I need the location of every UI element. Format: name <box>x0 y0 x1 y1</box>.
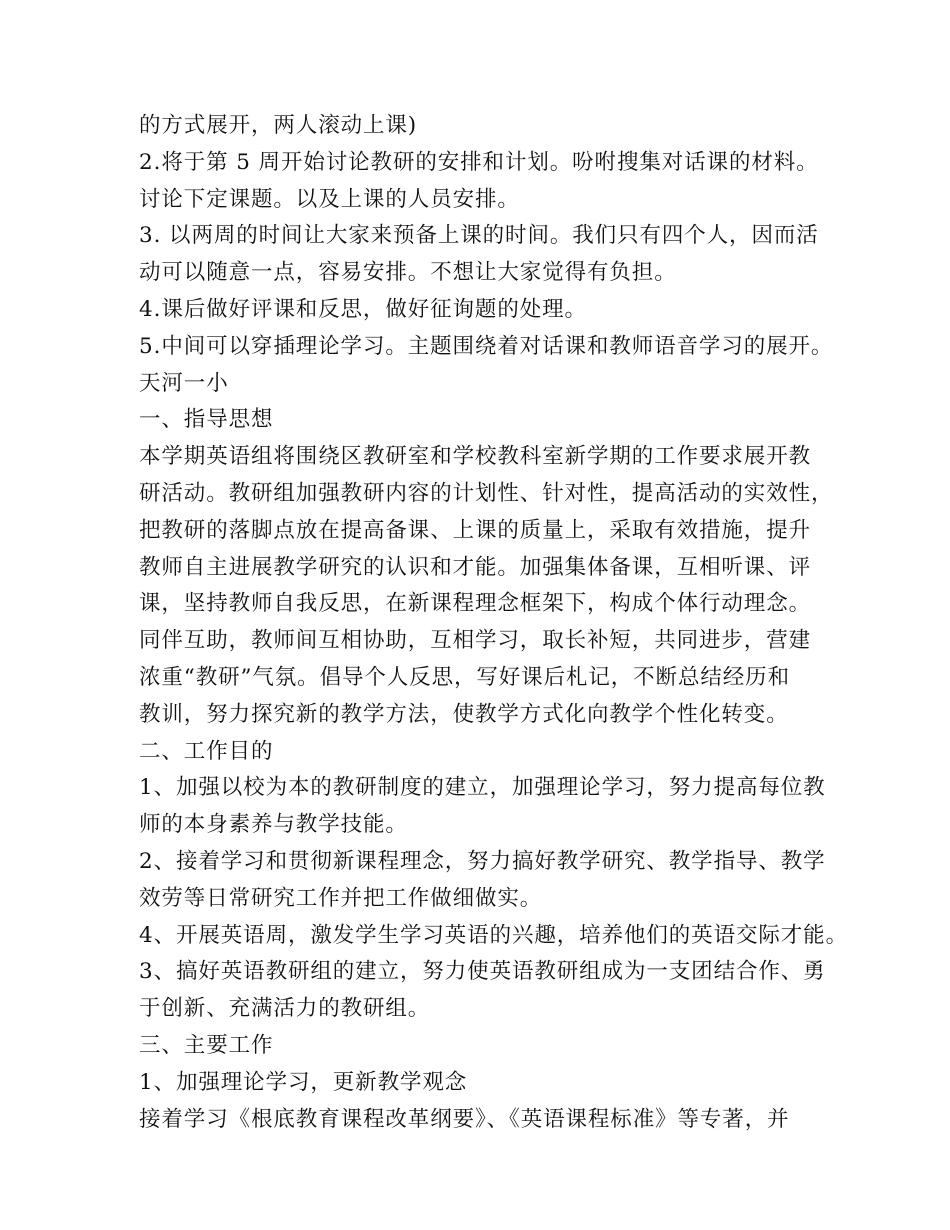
text-line: 接着学习《根底教育课程改革纲要》、《英语课程标准》等专著，并 <box>139 1106 790 1132</box>
text-line: 4、开展英语周，激发学生学习英语的兴趣，培养他们的英语交际才能。 <box>139 922 848 948</box>
school-name: 天河一小 <box>139 370 229 396</box>
document-body <box>139 108 848 1138</box>
text-line: 把教研的落脚点放在提高备课、上课的质量上，采取有效措施，提升 <box>139 517 812 543</box>
text-line: 2、接着学习和贯彻新课程理念，努力搞好教学研究、教学指导、教学 <box>139 848 826 874</box>
text-line: 教师自主进展教学研究的认识和才能。加强集体备课，互相听课、评 <box>139 554 812 580</box>
text-line: 浓重“教研”气氛。倡导个人反思，写好课后札记，不断总结经历和 <box>139 664 790 690</box>
section-heading: 二、工作目的 <box>139 738 274 764</box>
text-line: 于创新、充满活力的教研组。 <box>139 996 431 1022</box>
text-line: 本学期英语组将围绕区教研室和学校教科室新学期的工作要求展开教 <box>139 444 812 470</box>
text-line: 师的本身素养与教学技能。 <box>139 812 408 838</box>
text-line: 讨论下定课题。以及上课的人员安排。 <box>139 186 520 212</box>
text-line: 3、搞好英语教研组的建立，努力使英语教研组成为一支团结合作、勇 <box>139 959 826 985</box>
text-line: 同伴互助，教师间互相协助，互相学习，取长补短，共同进步，营建 <box>139 628 812 654</box>
text-line: 1、加强以校为本的教研制度的建立，加强理论学习，努力提高每位教 <box>139 775 826 801</box>
text-line: 研活动。教研组加强教研内容的计划性、针对性，提高活动的实效性， <box>139 480 834 506</box>
text-line: 教训，努力探究新的教学方法，使教学方式化向教学个性化转变。 <box>139 701 789 727</box>
section-heading: 一、指导思想 <box>139 407 274 433</box>
text-line: 3. 以两周的时间让大家来预备上课的时间。我们只有四个人，因而活 <box>139 223 819 249</box>
subsection-heading: 1、加强理论学习，更新教学观念 <box>139 1069 468 1095</box>
text-line: 5.中间可以穿插理论学习。主题围绕着对话课和教师语音学习的展开。 <box>139 333 834 359</box>
text-line: 的方式展开，两人滚动上课) <box>139 113 418 138</box>
text-line: 动可以随意一点，容易安排。不想让大家觉得有负担。 <box>139 260 677 286</box>
section-heading: 三、主要工作 <box>139 1032 274 1058</box>
text-line: 课，坚持教师自我反思，在新课程理念框架下，构成个体行动理念。 <box>139 591 812 617</box>
text-line: 4.课后做好评课和反思，做好征询题的处理。 <box>139 296 587 322</box>
text-line: 2.将于第 5 周开始讨论教研的安排和计划。吩咐搜集对话课的材料。 <box>139 149 819 175</box>
text-line: 效劳等日常研究工作并把工作做细做实。 <box>139 885 543 911</box>
